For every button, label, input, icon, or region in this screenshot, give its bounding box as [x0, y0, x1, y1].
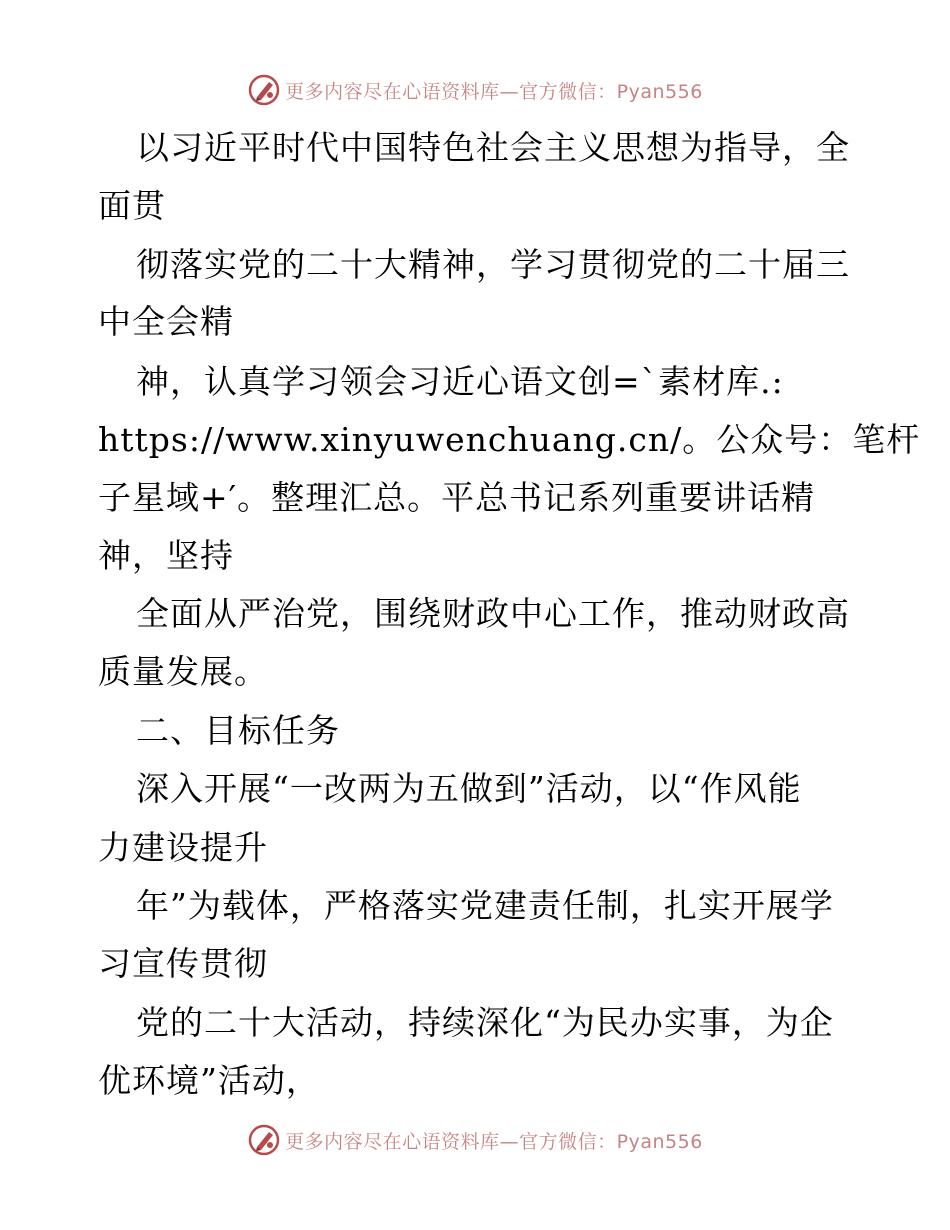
pen-logo-icon [247, 1123, 281, 1157]
text-line: 以习近平时代中国特色社会主义思想为指导，全 [136, 128, 850, 167]
section-heading: 二、目标任务 [136, 711, 340, 750]
watermark-text: 更多内容尽在心语资料库—官方微信：Pyan556 [285, 1130, 703, 1153]
text-line: 质量发展。 [98, 652, 268, 691]
text-line: 习宣传贯彻 [98, 944, 268, 983]
text-line: 彻落实党的二十大精神，学习贯彻党的二十届三 [136, 245, 850, 284]
footer-watermark [0, 1120, 950, 1160]
text-line: 中全会精 [98, 302, 234, 341]
text-line: 神，认真学习领会习近心语文创=`素材库.: [136, 362, 784, 401]
text-line: 力建设提升 [98, 828, 268, 867]
watermark-text: 更多内容尽在心语资料库—官方微信：Pyan556 [285, 80, 703, 103]
text-line: 年”为载体，严格落实党建责任制，扎实开展学 [136, 886, 834, 925]
text-line: 优环境”活动， [98, 1061, 320, 1100]
text-line: https://www.xinyuwenchuang.cn/。公众号：笔杆 [98, 420, 921, 459]
text-line: 全面从严治党，围绕财政中心工作，推动财政高 [136, 594, 850, 633]
text-line: 党的二十大活动，持续深化“为民办实事，为企 [136, 1003, 834, 1042]
text-line: 面贯 [98, 186, 166, 225]
text-line: 神，坚持 [98, 536, 234, 575]
text-line: 子星域+′。整理汇总。平总书记系列重要讲话精 [98, 478, 816, 517]
text-line: 深入开展“一改两为五做到”活动，以“作风能 [136, 769, 802, 808]
